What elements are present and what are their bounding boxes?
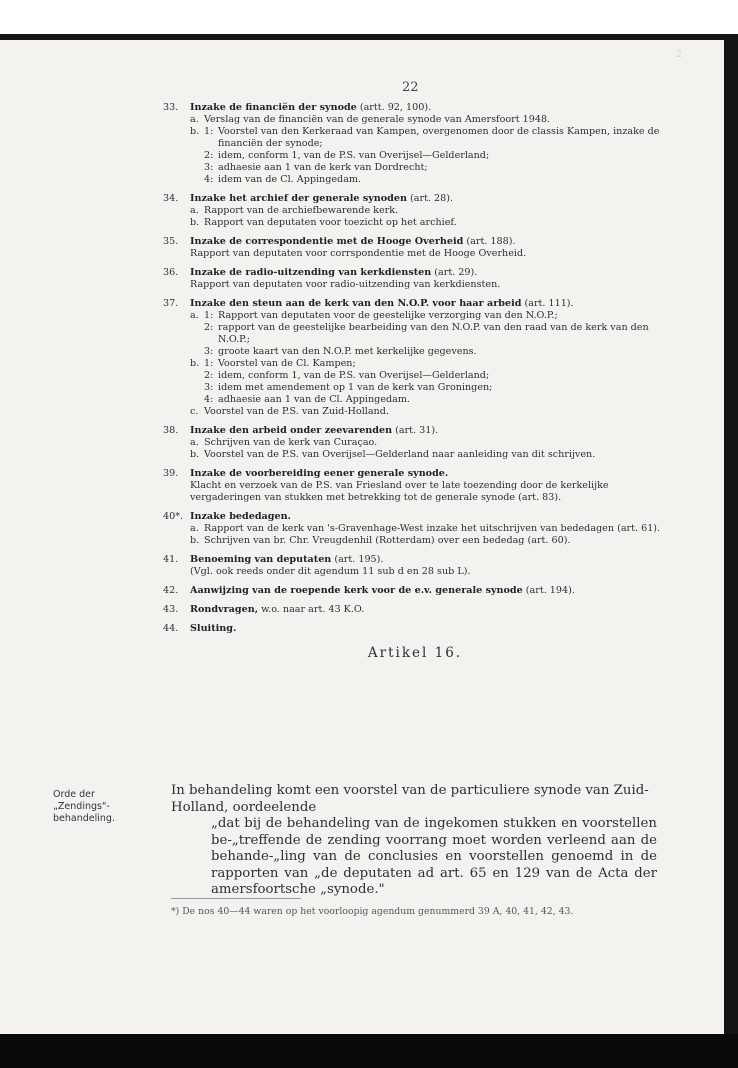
- agenda-item: [163, 236, 663, 260]
- sub-text: Rapport van de kerk van 's-Gravenhage-West inzake het uitschrijven van bededagen (art. 61).: [204, 523, 661, 534]
- item-heading: [190, 193, 663, 205]
- item-body: [190, 468, 663, 504]
- item-number: 40*.: [163, 511, 184, 522]
- sub-item: [190, 358, 663, 370]
- scan-bottom-border: [0, 1034, 738, 1068]
- item-title: Inzake den steun aan de kerk van den N.O.P. voor haar arbeid: [190, 298, 522, 309]
- sub-letter: a.: [190, 523, 199, 534]
- item-title: Inzake bededagen.: [190, 511, 291, 522]
- item-number: 37.: [163, 298, 179, 309]
- item-number: 41.: [163, 554, 179, 565]
- item-reference: (art. 31).: [392, 425, 439, 436]
- numbered-label: 3:: [204, 162, 214, 173]
- agenda-item: [163, 511, 663, 547]
- margin-note-line: „Zendings"-: [53, 801, 110, 812]
- numbered-item: [190, 382, 663, 394]
- item-reference: (art. 29).: [431, 267, 478, 278]
- sub-item: [190, 523, 663, 535]
- item-gap: [163, 547, 663, 554]
- item-number: 42.: [163, 585, 179, 596]
- numbered-text: idem, conform 1, van de P.S. van Overijsel—Gelderland;: [218, 150, 490, 161]
- item-gap: [163, 260, 663, 267]
- sub-letter: a.: [190, 437, 199, 448]
- sub-letter: a.: [190, 310, 199, 321]
- numbered-item: [190, 174, 663, 186]
- numbered-text: rapport van de geestelijke bearbeiding van den N.O.P. van den raad van de kerk van den N.O.P.;: [218, 322, 649, 345]
- item-paragraph: Klacht en verzoek van de P.S. van Friesland over te late toezending door de kerkelijke vergaderingen van stukken met betrekking tot de generale synode (art. 83).: [190, 480, 609, 503]
- numbered-text: adhaesie aan 1 van de kerk van Dordrecht;: [218, 162, 428, 173]
- agenda-item: [163, 623, 663, 635]
- page-number: 22: [402, 80, 419, 95]
- sub-letter: c.: [190, 406, 199, 417]
- item-gap: [163, 461, 663, 468]
- item-paragraph: (Vgl. ook reeds onder dit agendum 11 sub d en 28 sub L).: [190, 566, 471, 577]
- item-reference: (art. 194).: [522, 585, 575, 596]
- item-body: [190, 298, 663, 418]
- numbered-label: 2:: [204, 370, 214, 381]
- item-title: Inzake de radio-uitzending van kerkdiensten: [190, 267, 432, 278]
- numbered-text: Rapport van deputaten voor de geestelijke verzorging van den N.O.P.;: [218, 310, 558, 321]
- item-title: Aanwijzing van de roepende kerk voor de e.v. generale synode: [190, 585, 523, 596]
- item-heading: [190, 298, 663, 310]
- item-body: [190, 425, 663, 461]
- sub-letter: b.: [190, 449, 200, 460]
- numbered-text: Voorstel van de Cl. Kampen;: [218, 358, 356, 369]
- item-title: Benoeming van deputaten: [190, 554, 332, 565]
- item-number: 44.: [163, 623, 179, 634]
- item-body: [190, 623, 663, 635]
- sub-letter: a.: [190, 114, 199, 125]
- numbered-label: 1:: [204, 126, 214, 137]
- numbered-item: [190, 346, 663, 358]
- item-gap: [163, 616, 663, 623]
- numbered-label: 2:: [204, 150, 214, 161]
- item-gap: [163, 229, 663, 236]
- item-body: [190, 604, 663, 616]
- numbered-text: idem met amendement op 1 van de kerk van Groningen;: [218, 382, 493, 393]
- item-heading: [190, 102, 663, 114]
- numbered-label: 3:: [204, 382, 214, 393]
- item-title: Inzake den arbeid onder zeevarenden: [190, 425, 393, 436]
- agenda-item: [163, 267, 663, 291]
- item-title: Inzake het archief der generale synoden: [190, 193, 407, 204]
- item-number: 43.: [163, 604, 179, 615]
- item-heading: [190, 425, 663, 437]
- item-paragraph: Rapport van deputaten voor corrspondentie met de Hooge Overheid.: [190, 248, 527, 259]
- sub-text: Schrijven van br. Chr. Vreugdenhil (Rotterdam) over een bededag (art. 60).: [204, 535, 571, 546]
- item-title: Sluiting.: [190, 623, 237, 634]
- sub-item: [190, 126, 663, 150]
- item-gap: [163, 597, 663, 604]
- item-body: [190, 554, 663, 578]
- item-reference: w.o. naar art. 43 K.O.: [258, 604, 365, 615]
- item-reference: (art. 111).: [521, 298, 574, 309]
- numbered-label: 3:: [204, 346, 214, 357]
- scan-right-border: [724, 34, 738, 1034]
- sub-text: [204, 358, 663, 370]
- agenda-item: [163, 604, 663, 616]
- agenda-item: [163, 585, 663, 597]
- item-heading: [190, 468, 663, 480]
- item-heading: [190, 267, 663, 279]
- sub-item: [190, 535, 663, 547]
- item-gap: [163, 504, 663, 511]
- footnote: *) De nos 40—44 waren op het voorloopig agendum genummerd 39 A, 40, 41, 42, 43.: [171, 906, 574, 917]
- agenda-item: [163, 298, 663, 418]
- item-heading: [190, 554, 663, 566]
- sub-text: Rapport van de archiefbewarende kerk.: [204, 205, 399, 216]
- numbered-item: [204, 126, 663, 150]
- numbered-text: idem van de Cl. Appingedam.: [218, 174, 362, 185]
- item-title: Inzake de correspondentie met de Hooge Overheid: [190, 236, 464, 247]
- item-number: 34.: [163, 193, 179, 204]
- sub-letter: b.: [190, 126, 200, 137]
- margin-note: [53, 789, 115, 825]
- numbered-label: 1:: [204, 358, 214, 369]
- item-paragraph: Rapport van deputaten voor radio-uitzending van kerkdiensten.: [190, 279, 501, 290]
- numbered-item: [190, 394, 663, 406]
- item-number: 39.: [163, 468, 179, 479]
- item-body: [190, 267, 663, 291]
- sub-text: [204, 310, 663, 322]
- sub-item: [190, 114, 663, 126]
- agenda-item: [163, 554, 663, 578]
- sub-item: [190, 205, 663, 217]
- item-body: [190, 193, 663, 229]
- article-intro: In behandeling komt een voorstel van de particuliere synode van Zuid-Holland, oordeelende: [171, 783, 649, 815]
- item-number: 36.: [163, 267, 179, 278]
- numbered-text: Voorstel van den Kerkeraad van Kampen, overgenomen door de classis Kampen, inzake de financiën der synode;: [218, 126, 660, 149]
- item-number: 38.: [163, 425, 179, 436]
- item-gap: [163, 578, 663, 585]
- numbered-label: 2:: [204, 322, 214, 333]
- numbered-item: [190, 162, 663, 174]
- item-title: Inzake de financiën der synode: [190, 102, 357, 113]
- item-reference: (art. 195).: [331, 554, 384, 565]
- item-reference: (art. 28).: [406, 193, 454, 204]
- sub-text: Rapport van deputaten voor toezicht op het archief.: [204, 217, 457, 228]
- numbered-label: 4:: [204, 394, 214, 405]
- item-heading: [190, 511, 663, 523]
- sub-letter: a.: [190, 205, 199, 216]
- numbered-item: [204, 310, 663, 322]
- sub-letter: b.: [190, 535, 200, 546]
- numbered-text: idem, conform 1, van de P.S. van Overijsel—Gelderland;: [218, 370, 490, 381]
- margin-note-line: Orde der: [53, 789, 95, 800]
- item-heading: [190, 604, 663, 616]
- sub-item: [190, 406, 663, 418]
- numbered-text: groote kaart van den N.O.P. met kerkelijke gegevens.: [218, 346, 477, 357]
- item-title: Inzake de voorbereiding eener generale synode.: [190, 468, 449, 479]
- item-heading: [190, 585, 663, 597]
- numbered-item: [190, 370, 663, 382]
- agenda-item: [163, 425, 663, 461]
- sub-item: [190, 437, 663, 449]
- numbered-item: [190, 322, 663, 346]
- scan-top-margin: [0, 0, 738, 34]
- item-heading: [190, 623, 663, 635]
- item-gap: [163, 291, 663, 298]
- sub-text: Voorstel van de P.S. van Overijsel—Gelderland naar aanleiding van dit schrijven.: [204, 449, 596, 460]
- item-gap: [163, 418, 663, 425]
- item-reference: (art. 188).: [463, 236, 516, 247]
- sub-letter: b.: [190, 217, 200, 228]
- item-gap: [163, 186, 663, 193]
- sub-text: Schrijven van de kerk van Curaçao.: [204, 437, 378, 448]
- sub-letter: b.: [190, 358, 200, 369]
- item-body: [190, 102, 663, 186]
- item-heading: [190, 236, 663, 248]
- sub-item: [190, 310, 663, 322]
- item-body: [190, 585, 663, 597]
- sub-item: [190, 217, 663, 229]
- sub-item: [190, 449, 663, 461]
- numbered-label: 4:: [204, 174, 214, 185]
- article-heading: Artikel 16.: [367, 645, 463, 661]
- sub-text: [204, 126, 663, 150]
- numbered-text: adhaesie aan 1 van de Cl. Appingedam.: [218, 394, 411, 405]
- sub-text: Voorstel van de P.S. van Zuid-Holland.: [204, 406, 389, 417]
- numbered-item: [190, 150, 663, 162]
- item-title: Rondvragen,: [190, 604, 259, 615]
- item-number: 35.: [163, 236, 179, 247]
- bleed-through-text: 2: [676, 50, 682, 60]
- article-quote: „dat bij de behandeling van de ingekomen stukken en voorstellen be-„treffende de zending voorrang moet worden verleend aan de behande-„ling van de conclusies en voorstellen genoemd in de rapporten van „de deputaten ad art. 65 en 129 van de Acta der amersfoortsche „synode.": [211, 816, 657, 897]
- numbered-item: [204, 358, 663, 370]
- numbered-label: 1:: [204, 310, 214, 321]
- item-body: [190, 236, 663, 260]
- item-body: [190, 511, 663, 547]
- item-reference: (artt. 92, 100).: [356, 102, 432, 113]
- agenda-item: [163, 102, 663, 186]
- item-number: 33.: [163, 102, 179, 113]
- agenda-item: [163, 193, 663, 229]
- article-body: [171, 783, 657, 899]
- agenda-item: [163, 468, 663, 504]
- margin-note-line: behandeling.: [53, 813, 115, 824]
- agenda-list: [163, 102, 663, 659]
- footnote-rule: [171, 898, 301, 899]
- sub-text: Verslag van de financiën van de generale synode van Amersfoort 1948.: [204, 114, 551, 125]
